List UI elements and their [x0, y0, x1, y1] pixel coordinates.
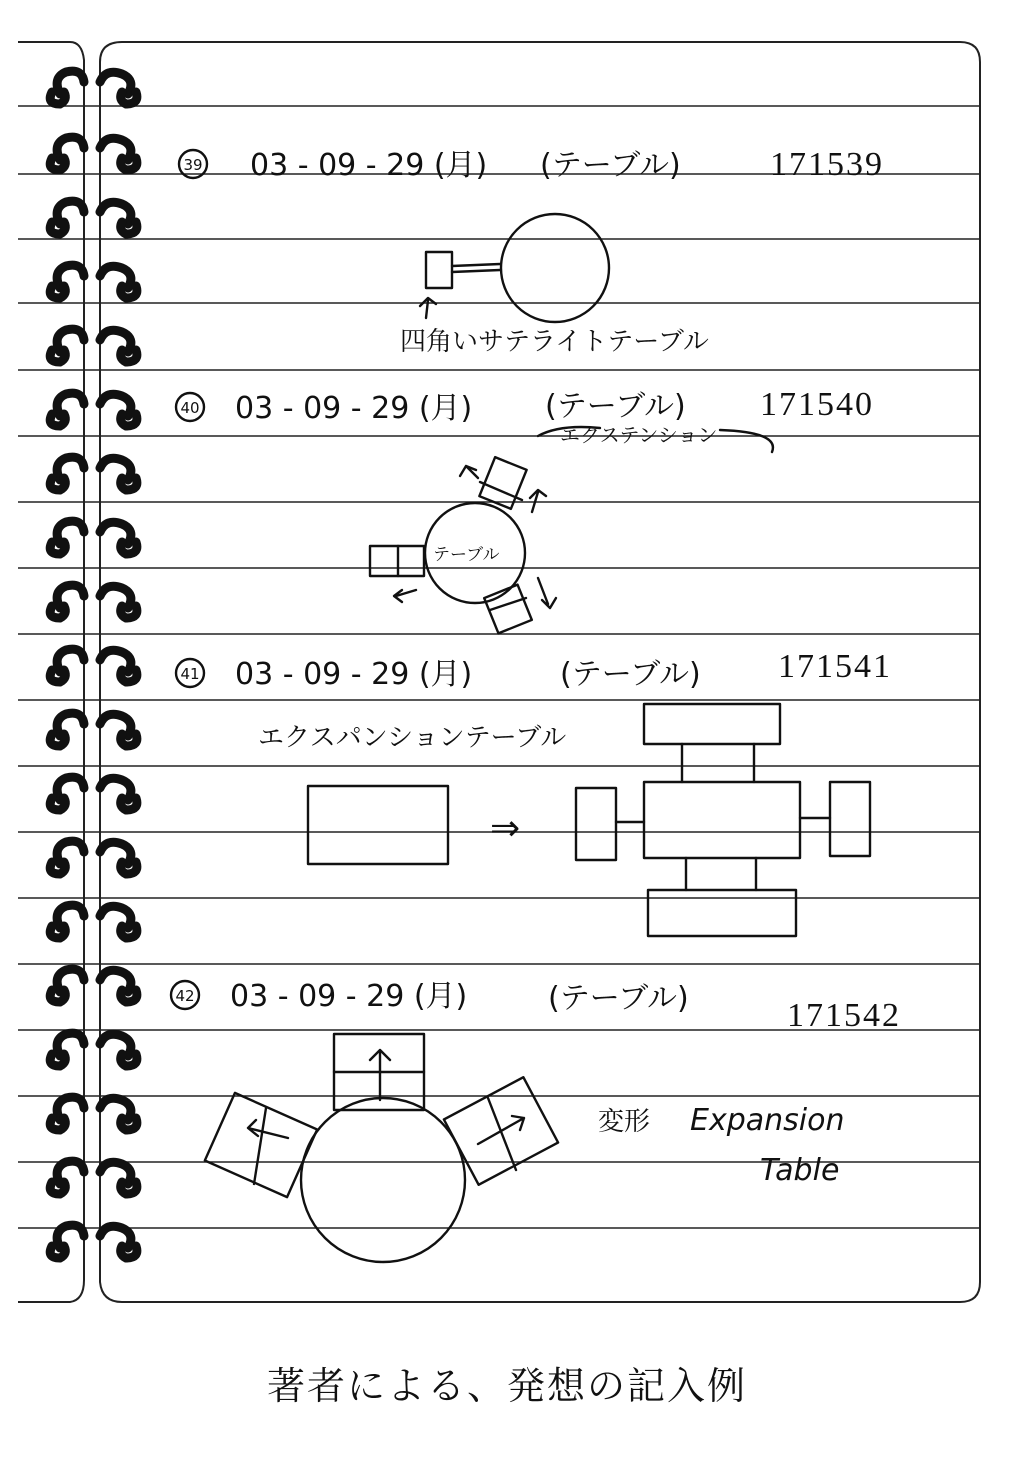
entry-date: 03 - 09 - 29 (月)	[235, 657, 473, 692]
ring	[50, 329, 137, 362]
entry-category-note: エクステンション	[560, 423, 718, 447]
entry-note: エクスパンションテーブル	[258, 723, 567, 753]
ring	[50, 585, 137, 618]
ring	[50, 71, 137, 104]
entry-id: 171541	[778, 648, 892, 685]
entry-category: (テーブル)	[548, 981, 689, 1016]
ring	[50, 969, 137, 1002]
ring	[50, 905, 137, 938]
entry-category: (テーブル)	[545, 389, 686, 424]
ring	[50, 393, 137, 426]
ring	[50, 841, 137, 874]
entry-date: 03 - 09 - 29 (月)	[250, 148, 488, 183]
table-label: テーブル	[433, 545, 500, 565]
entry-note-ja: 変形	[598, 1107, 651, 1137]
entry-date: 03 - 09 - 29 (月)	[235, 391, 473, 426]
entry-id: 171540	[760, 386, 874, 423]
ring	[50, 777, 137, 810]
entry-42	[171, 979, 901, 1262]
ring	[50, 521, 137, 554]
ring	[50, 1225, 137, 1258]
entry-number: 41	[180, 665, 200, 683]
ring	[50, 457, 137, 490]
entry-category: (テーブル)	[540, 148, 681, 183]
entry-number: 40	[180, 399, 200, 417]
ring	[50, 201, 137, 234]
ring	[50, 1097, 137, 1130]
entry-note-en-2: Table	[760, 1153, 840, 1188]
entry-41	[176, 648, 892, 936]
ring	[50, 1033, 137, 1066]
entry-number: 42	[175, 987, 195, 1005]
entry-39	[179, 146, 884, 357]
satellite-table-sketch	[420, 214, 609, 322]
entry-id: 171542	[787, 997, 901, 1034]
entry-category: (テーブル)	[560, 657, 701, 692]
spiral-binding	[50, 71, 137, 1258]
entry-40	[176, 386, 874, 633]
entry-number: 39	[183, 156, 203, 174]
ring	[50, 1161, 137, 1194]
entry-note-en-1: Expansion	[690, 1103, 845, 1138]
entry-date: 03 - 09 - 29 (月)	[230, 979, 468, 1014]
ring	[50, 265, 137, 298]
entry-note: 四角いサテライトテーブル	[400, 327, 709, 357]
figure-caption: 著者による、発想の記入例	[266, 1364, 747, 1408]
ring	[50, 649, 137, 682]
ring	[50, 137, 137, 170]
entry-id: 171539	[770, 146, 884, 183]
transform-arrow: ⇒	[490, 808, 521, 849]
ring	[50, 713, 137, 746]
